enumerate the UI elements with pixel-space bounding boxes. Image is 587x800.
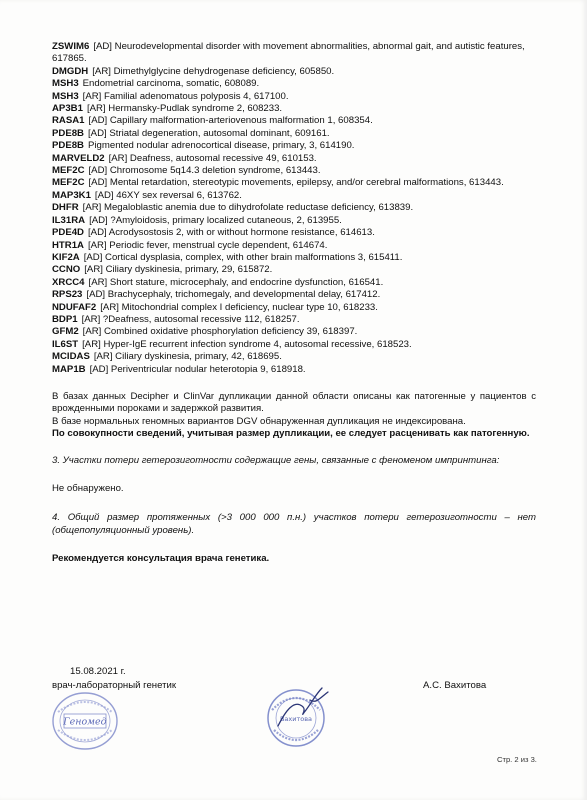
gene-description: [AD] Mental retardation, stereotypic movements, epilepsy, and/or cerebral malformations, 613443. [88,177,504,189]
gene-description: Pigmented nodular adrenocortical disease, primary, 3, 614190. [88,140,355,152]
gene-description: [AD] Striatal degeneration, autosomal dominant, 609161. [88,127,330,139]
decipher-paragraph: В базах данных Decipher и ClinVar дупликации данной области описаны как патогенные у пациентов с врожденными пороками и задержкой развития. [52,390,536,415]
gene-row [52,103,536,115]
gene-symbol: NDUFAF2 [52,301,97,313]
gene-row [52,289,536,301]
gene-symbol: DMGDH [52,65,89,77]
gene-symbol: AP3B1 [52,103,83,115]
gene-description: [AR] Short stature, microcephaly, and endocrine dysfunction, 616541. [88,276,384,288]
gene-description: [AR] Dimethylglycine dehydrogenase deficiency, 605850. [92,65,335,77]
gene-description: [AR] Familial adenomatous polyposis 4, 617100. [82,90,289,102]
gene-list [52,41,536,376]
gene-row [52,41,536,66]
gene-description: [AR] Ciliary dyskinesia, primary, 42, 618695. [93,351,282,363]
genomed-stamp-label: Геномед [63,716,107,728]
gene-symbol: PDE8B [52,127,84,139]
gene-description: [AD] 46XY sex reversal 6, 613762. [94,189,242,201]
section-3-heading: 3. Участки потери гетерозиготности содержащие гены, связанные с феноменом импринтинга: [52,454,500,466]
conclusion-paragraph: По совокупности сведений, учитывая размер дупликации, ее следует расценивать как патогенную. [52,428,530,440]
gene-row [52,153,536,165]
gene-row [52,314,536,326]
gene-row [52,177,536,189]
gene-symbol: MARVELD2 [52,152,105,164]
gene-row [52,364,536,376]
gene-description: [AD] Acrodysostosis 2, with or without hormone resistance, 614613. [88,227,375,239]
gene-description: [AR] Hermansky-Pudlak syndrome 2, 608233. [86,103,283,115]
gene-row [52,165,536,177]
gene-symbol: IL6ST [52,338,79,350]
signature-name: А.С. Вахитова [423,680,487,691]
gene-row [52,326,536,338]
gene-symbol: MEF2C [52,177,85,189]
gene-description: [AR] Mitochondrial complex I deficiency, nuclear type 10, 618233. [100,301,378,313]
gene-symbol: IL31RA [52,214,86,226]
gene-symbol: CCNO [52,264,81,276]
gene-symbol: PDE4D [52,227,84,239]
gene-symbol: BDP1 [52,313,78,325]
genomed-stamp [50,690,120,752]
gene-description: [AR] Periodic fever, menstrual cycle dependent, 614674. [87,239,328,251]
signature-date: 15.08.2021 г. [70,666,126,677]
gene-row [52,277,536,289]
gene-row [52,78,536,90]
gene-row [52,339,536,351]
gene-symbol: ZSWIM6 [52,41,90,52]
gene-symbol: PDE8B [52,140,84,152]
dgv-paragraph: В базе нормальных геномных вариантов DGV обнаруженная дупликация не индексирована. [52,415,466,427]
gene-row [52,215,536,227]
gene-row [52,227,536,239]
gene-description: [AR] ?Deafness, autosomal recessive 112, 618257. [81,313,300,325]
gene-symbol: XRCC4 [52,276,85,288]
gene-symbol: MEF2C [52,165,85,177]
doctor-stamp-label: Вахитова [279,715,313,723]
gene-symbol: GFM2 [52,326,79,338]
gene-description: [AD] Periventricular nodular heterotopia 9, 618918. [89,363,306,375]
gene-row [52,115,536,127]
section-4-heading: 4. Общий размер протяженных (>3 000 000 п.н.) участков потери гетерозиготности – нет (общепопуляционный уровень). [52,512,536,536]
gene-description: Endometrial carcinoma, somatic, 608089. [82,78,260,90]
gene-description: [AR] Ciliary dyskinesia, primary, 29, 615872. [84,264,273,276]
gene-symbol: HTR1A [52,239,84,251]
signature-role: врач-лабораторный генетик [52,680,177,691]
gene-description: [AD] Brachycephaly, trichomegaly, and developmental delay, 617412. [86,289,381,301]
gene-description: [AD] Chromosome 5q14.3 deletion syndrome, 613443. [88,165,321,177]
gene-row [52,351,536,363]
gene-row [52,240,536,252]
gene-row [52,91,536,103]
gene-row [52,140,536,152]
recommendation-text: Рекомендуется консультация врача генетика. [52,553,270,565]
gene-symbol: MCIDAS [52,351,90,363]
doctor-stamp [258,680,338,752]
gene-row [52,128,536,140]
gene-row [52,252,536,264]
report-body [52,41,536,566]
gene-description: [AR] Deafness, autosomal recessive 49, 610153. [108,152,317,164]
gene-symbol: DHFR [52,202,79,214]
gene-symbol: RASA1 [52,115,85,127]
gene-symbol: KIF2A [52,251,80,263]
gene-description: [AR] Hyper-IgE recurrent infection syndrome 4, autosomal recessive, 618523. [82,338,412,350]
gene-description: [AD] ?Amyloidosis, primary localized cutaneous, 2, 613955. [89,214,342,226]
gene-row [52,264,536,276]
gene-symbol: RPS23 [52,289,83,301]
gene-symbol: MSH3 [52,78,79,90]
gene-symbol: MAP1B [52,363,86,375]
gene-description: [AD] Capillary malformation-arteriovenous malformation 1, 608354. [88,115,373,127]
gene-symbol: MSH3 [52,90,79,102]
gene-row [52,66,536,78]
gene-row [52,190,536,202]
gene-description: [AD] Neurodevelopmental disorder with movement abnormalities, abnormal gait, and autistic features, 617865. [52,41,525,65]
gene-symbol: MAP3K1 [52,189,91,201]
gene-row [52,302,536,314]
gene-description: [AD] Cortical dysplasia, complex, with other brain malformations 3, 615411. [83,251,403,263]
gene-description: [AR] Megaloblastic anemia due to dihydrofolate reductase deficiency, 613839. [82,202,414,214]
page-number: Стр. 2 из 3. [497,755,537,764]
gene-description: [AR] Combined oxidative phosphorylation deficiency 39, 618397. [82,326,358,338]
not-found-text: Не обнаружено. [52,483,124,494]
gene-row [52,202,536,214]
